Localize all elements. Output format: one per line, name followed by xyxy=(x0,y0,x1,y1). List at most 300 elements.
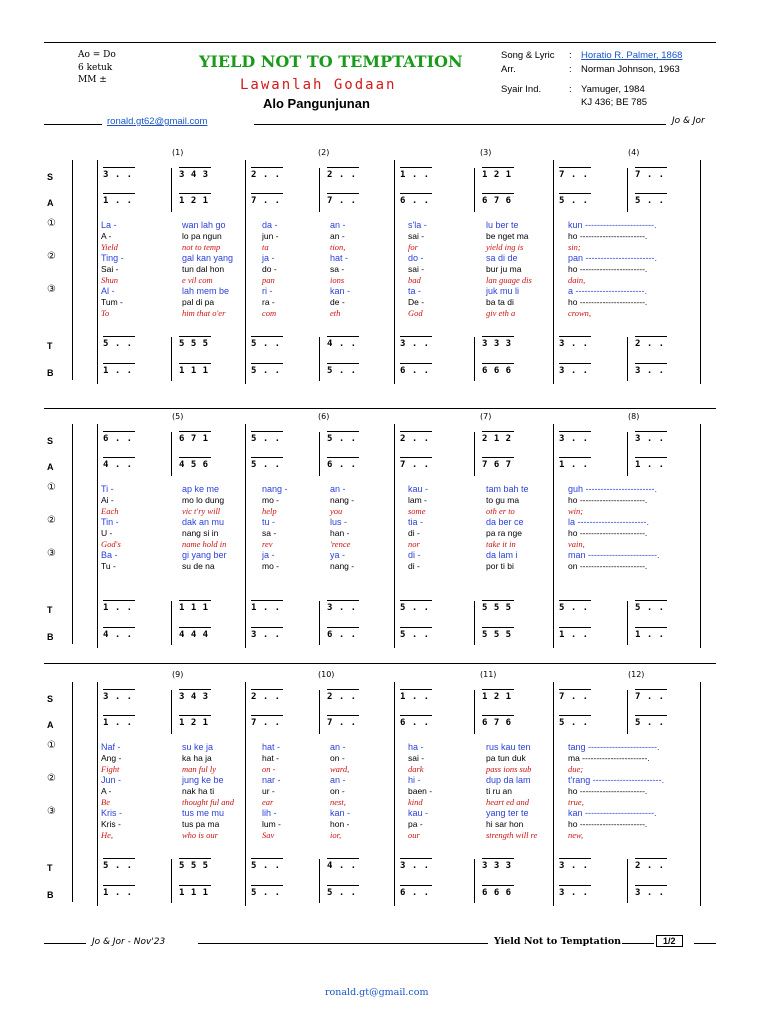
lyric-syllable: an - xyxy=(330,484,346,494)
lyric-syllable: ior, xyxy=(330,830,342,840)
barline xyxy=(553,160,554,384)
lyric-syllable: Each xyxy=(101,506,119,516)
email-rule-right xyxy=(254,124,666,125)
note-group-t: 1 1 1 xyxy=(179,603,209,613)
lyric-syllable: sa - xyxy=(262,528,277,538)
lyric-syllable: due; xyxy=(568,764,584,774)
lyric-syllable: kan - xyxy=(330,286,351,296)
beam-line xyxy=(103,600,135,601)
lyric-syllable: hon - xyxy=(330,819,350,829)
top-rule xyxy=(44,42,716,43)
lyric-syllable: da - xyxy=(262,220,278,230)
lyric-syllable: ho -----------------------. xyxy=(568,786,648,796)
lyric-syllable: on - xyxy=(330,786,345,796)
note-group-t: 5 . . xyxy=(559,603,589,613)
lyric-syllable: pa tun duk xyxy=(486,753,526,763)
part-label-a: A xyxy=(47,462,54,472)
beam-line xyxy=(251,193,283,194)
lyric-syllable: da lam i xyxy=(486,550,518,560)
lyric-syllable: thought ful and xyxy=(182,797,234,807)
note-group-a: 4 5 6 xyxy=(179,460,209,470)
part-label-s: S xyxy=(47,436,54,446)
lyric-syllable: baen - xyxy=(408,786,433,796)
note-group-t: 5 5 5 xyxy=(179,339,209,349)
lyric-syllable: kau - xyxy=(408,808,429,818)
beam-line xyxy=(103,689,135,690)
lyric-syllable: not to temp xyxy=(182,242,221,252)
beam-line xyxy=(251,715,283,716)
lyric-syllable: mo - xyxy=(262,561,279,571)
lyric-syllable: Tin - xyxy=(101,517,119,527)
beam-line xyxy=(327,627,359,628)
note-group-s: 2 . . xyxy=(251,692,281,702)
note-group-a: 6 7 6 xyxy=(482,196,512,206)
beam-line xyxy=(635,431,667,432)
lyric-syllable: take it in xyxy=(486,539,516,549)
lyric-syllable: Ai - xyxy=(101,495,114,505)
lyric-syllable: jung ke be xyxy=(182,775,224,785)
beam-line xyxy=(635,363,667,364)
lyric-syllable: ri - xyxy=(262,286,273,296)
beam-line xyxy=(635,457,667,458)
lyric-syllable: pan -----------------------. xyxy=(568,253,657,263)
lyric-syllable: new, xyxy=(568,830,584,840)
note-group-a: 1 2 1 xyxy=(179,718,209,728)
beam-line xyxy=(559,336,591,337)
beam-line xyxy=(635,858,667,859)
measure-number: (2) xyxy=(318,148,330,157)
note-group-a: 5 . . xyxy=(559,718,589,728)
beam-line xyxy=(559,600,591,601)
lyric-syllable: lih - xyxy=(262,808,277,818)
email-link[interactable]: ronald.gt62@gmail.com xyxy=(107,116,208,127)
note-group-b: 3 . . xyxy=(559,366,589,376)
note-group-b: 1 1 1 xyxy=(179,888,209,898)
lyric-syllable: sa - xyxy=(330,264,345,274)
beat-divider xyxy=(474,432,475,476)
lyric-syllable: ja - xyxy=(262,253,275,263)
beam-line xyxy=(482,885,514,886)
lyric-syllable: lus - xyxy=(330,517,348,527)
measure-number: (7) xyxy=(480,412,492,421)
beam-line xyxy=(179,431,211,432)
lyric-syllable: lum - xyxy=(262,819,281,829)
lyric-syllable: s'la - xyxy=(408,220,427,230)
lyric-syllable: ho -----------------------. xyxy=(568,495,648,505)
lyric-syllable: Ti - xyxy=(101,484,114,494)
beam-line xyxy=(179,336,211,337)
beat-divider xyxy=(319,690,320,734)
beam-line xyxy=(635,885,667,886)
lyric-syllable: han - xyxy=(330,528,350,538)
beam-line xyxy=(482,336,514,337)
note-group-s: 2 . . xyxy=(327,692,357,702)
note-group-a: 5 . . xyxy=(635,718,665,728)
measure-number: (3) xyxy=(480,148,492,157)
lyric-syllable: ta - xyxy=(408,286,422,296)
lyric-syllable: an - xyxy=(330,742,346,752)
lyric-syllable: ya - xyxy=(330,550,346,560)
beam-line xyxy=(103,431,135,432)
arr-label: Arr. xyxy=(501,64,516,75)
beam-line xyxy=(482,167,514,168)
meter: 6 ketuk xyxy=(78,63,113,73)
note-group-t: 5 . . xyxy=(251,861,281,871)
note-group-s: 2 . . xyxy=(251,170,281,180)
note-group-s: 2 . . xyxy=(327,170,357,180)
lyric-syllable: hat - xyxy=(262,753,280,763)
part-label-t: T xyxy=(47,863,53,873)
footer-title: Yield Not to Temptation xyxy=(494,936,622,947)
beat-divider xyxy=(171,601,172,645)
beam-line xyxy=(559,431,591,432)
barline xyxy=(394,682,395,906)
lyric-syllable: ta xyxy=(262,242,269,252)
note-group-t: 5 . . xyxy=(103,339,133,349)
note-group-b: 4 4 4 xyxy=(179,630,209,640)
system-brace xyxy=(72,424,73,644)
barline xyxy=(700,424,701,648)
measure-number: (8) xyxy=(628,412,640,421)
beam-line xyxy=(103,336,135,337)
lyric-syllable: He, xyxy=(101,830,114,840)
lyric-syllable: lah mem be xyxy=(182,286,230,296)
lyric-syllable: pa - xyxy=(408,819,423,829)
beam-line xyxy=(400,858,432,859)
lyric-syllable: ur - xyxy=(262,786,275,796)
beam-line xyxy=(251,627,283,628)
lyric-syllable: nar - xyxy=(262,775,281,785)
hymn-reference: KJ 436; BE 785 xyxy=(581,97,648,108)
beam-line xyxy=(327,715,359,716)
lyric-syllable: who is our xyxy=(182,830,218,840)
lyric-syllable: him that o'er xyxy=(182,308,226,318)
lyric-syllable: nak ha ti xyxy=(182,786,215,796)
lyric-syllable: ti ru an xyxy=(486,786,512,796)
beam-line xyxy=(327,600,359,601)
song-lyric-link[interactable]: Horatio R. Palmer, 1868 xyxy=(581,50,683,61)
lyric-syllable: su de na xyxy=(182,561,215,571)
system-separator xyxy=(44,663,716,664)
lyric-syllable: De - xyxy=(408,297,425,307)
note-group-a: 7 . . xyxy=(251,196,281,206)
lyric-syllable: God's xyxy=(101,539,121,549)
note-group-a: 1 . . xyxy=(103,718,133,728)
note-group-a: 7 . . xyxy=(327,718,357,728)
lyric-syllable: yang ter te xyxy=(486,808,529,818)
note-group-b: 5 . . xyxy=(327,366,357,376)
title-indonesian: Lawanlah Godaan xyxy=(240,77,397,93)
beam-line xyxy=(482,627,514,628)
lyric-syllable: guh -----------------------. xyxy=(568,484,657,494)
beam-line xyxy=(559,858,591,859)
note-group-t: 3 . . xyxy=(559,339,589,349)
title-english: YIELD NOT TO TEMPTATION xyxy=(199,52,463,71)
lyric-syllable: Fight xyxy=(101,764,120,774)
part-label-a: A xyxy=(47,198,54,208)
lyric-syllable: God xyxy=(408,308,423,318)
lyric-syllable: Kris - xyxy=(101,808,122,818)
note-group-t: 3 . . xyxy=(559,861,589,871)
lyric-syllable: vain, xyxy=(568,539,585,549)
beam-line xyxy=(559,627,591,628)
lyric-syllable: on -----------------------. xyxy=(568,561,648,571)
footer-rule-left xyxy=(44,943,86,944)
note-group-s: 6 7 1 xyxy=(179,434,209,444)
lyric-syllable: To xyxy=(101,308,110,318)
beam-line xyxy=(635,627,667,628)
beam-line xyxy=(179,689,211,690)
lyric-syllable: crown, xyxy=(568,308,592,318)
beam-line xyxy=(400,627,432,628)
beat-divider xyxy=(319,337,320,381)
barline xyxy=(394,424,395,648)
barline xyxy=(245,160,246,384)
lyric-syllable: su ke ja xyxy=(182,742,214,752)
beam-line xyxy=(327,167,359,168)
note-group-t: 5 5 5 xyxy=(482,603,512,613)
beam-line xyxy=(327,336,359,337)
beam-line xyxy=(400,457,432,458)
lyric-syllable: e vil com xyxy=(182,275,213,285)
lyric-syllable: tion, xyxy=(330,242,346,252)
lyric-syllable: dup da lam xyxy=(486,775,531,785)
lyric-syllable: lam - xyxy=(408,495,427,505)
lyric-syllable: to gu ma xyxy=(486,495,520,505)
lyric-syllable: ha - xyxy=(408,742,424,752)
lyric-syllable: tus me mu xyxy=(182,808,225,818)
lyric-syllable: bad xyxy=(408,275,421,285)
beam-line xyxy=(635,336,667,337)
note-group-a: 6 . . xyxy=(400,196,430,206)
verse-number-1: ① xyxy=(47,482,56,493)
note-group-a: 1 . . xyxy=(635,460,665,470)
beam-line xyxy=(400,167,432,168)
beam-line xyxy=(251,363,283,364)
part-label-b: B xyxy=(47,632,54,642)
lyric-syllable: U - xyxy=(101,528,113,538)
beam-line xyxy=(103,457,135,458)
note-group-s: 7 . . xyxy=(635,170,665,180)
lyric-syllable: sai - xyxy=(408,231,425,241)
lyric-syllable: tia - xyxy=(408,517,424,527)
lyric-syllable: nang - xyxy=(262,484,288,494)
lyric-syllable: kau - xyxy=(408,484,429,494)
beam-line xyxy=(179,193,211,194)
beam-line xyxy=(482,689,514,690)
lyric-syllable: nang si in xyxy=(182,528,219,538)
note-group-b: 5 . . xyxy=(400,630,430,640)
note-group-a: 1 . . xyxy=(103,196,133,206)
lyric-syllable: ho -----------------------. xyxy=(568,819,648,829)
beam-line xyxy=(559,193,591,194)
note-group-t: 2 . . xyxy=(635,861,665,871)
measure-number: (4) xyxy=(628,148,640,157)
beam-line xyxy=(103,715,135,716)
note-group-b: 3 . . xyxy=(635,366,665,376)
note-group-b: 1 . . xyxy=(103,888,133,898)
note-group-a: 1 2 1 xyxy=(179,196,209,206)
lyric-syllable: di - xyxy=(408,528,420,538)
note-group-b: 1 . . xyxy=(635,630,665,640)
beam-line xyxy=(179,457,211,458)
beam-line xyxy=(103,167,135,168)
note-group-t: 3 . . xyxy=(327,603,357,613)
lyric-syllable: bur ju ma xyxy=(486,264,522,274)
lyric-syllable: da ber ce xyxy=(486,517,524,527)
lyric-syllable: sa di de xyxy=(486,253,518,263)
lyric-syllable: a -----------------------. xyxy=(568,286,647,296)
beat-divider xyxy=(474,690,475,734)
note-group-b: 5 . . xyxy=(327,888,357,898)
lyric-syllable: ja - xyxy=(262,550,275,560)
lyric-syllable: com xyxy=(262,308,277,318)
note-group-a: 7 . . xyxy=(327,196,357,206)
lyric-syllable: sai - xyxy=(408,753,425,763)
note-group-s: 5 . . xyxy=(251,434,281,444)
lyric-syllable: ear xyxy=(262,797,274,807)
lyric-syllable: sai - xyxy=(408,264,425,274)
beat-divider xyxy=(319,432,320,476)
note-group-t: 2 . . xyxy=(635,339,665,349)
note-group-s: 1 . . xyxy=(400,692,430,702)
beam-line xyxy=(559,363,591,364)
part-label-t: T xyxy=(47,605,53,615)
beam-line xyxy=(635,193,667,194)
beat-divider xyxy=(319,859,320,903)
lyric-syllable: ka ha ja xyxy=(182,753,212,763)
lyric-syllable: do - xyxy=(262,264,277,274)
beam-line xyxy=(400,689,432,690)
lyric-syllable: dak an mu xyxy=(182,517,225,527)
beat-divider xyxy=(171,859,172,903)
lyric-syllable: Yield xyxy=(101,242,118,252)
note-group-b: 1 1 1 xyxy=(179,366,209,376)
beam-line xyxy=(179,885,211,886)
note-group-b: 1 . . xyxy=(559,630,589,640)
lyric-syllable: ions xyxy=(330,275,345,285)
note-group-t: 5 5 5 xyxy=(179,861,209,871)
lyric-syllable: man ful ly xyxy=(182,764,216,774)
note-group-t: 3 . . xyxy=(400,861,430,871)
lyric-syllable: on - xyxy=(330,753,345,763)
lyric-syllable: an - xyxy=(330,220,346,230)
beam-line xyxy=(327,363,359,364)
beam-line xyxy=(559,167,591,168)
note-group-s: 1 2 1 xyxy=(482,692,512,702)
beat-divider xyxy=(171,432,172,476)
lyric-syllable: A - xyxy=(101,786,112,796)
note-group-a: 5 . . xyxy=(559,196,589,206)
lyric-syllable: ap ke me xyxy=(182,484,220,494)
note-group-a: 6 7 6 xyxy=(482,718,512,728)
footer-rule-mid xyxy=(198,943,488,944)
beam-line xyxy=(635,167,667,168)
barline xyxy=(245,424,246,648)
beam-line xyxy=(251,457,283,458)
beam-line xyxy=(251,689,283,690)
beam-line xyxy=(482,193,514,194)
lyric-syllable: Shun xyxy=(101,275,118,285)
verse-number-3: ③ xyxy=(47,548,56,559)
beat-divider xyxy=(627,690,628,734)
syair-label: Syair Ind. xyxy=(501,84,542,95)
note-group-a: 5 . . xyxy=(635,196,665,206)
lyric-syllable: Sav xyxy=(262,830,275,840)
lyric-syllable: yield ing is xyxy=(486,242,524,252)
syair-value: Yamuger, 1984 xyxy=(581,84,645,95)
lyric-syllable: you xyxy=(330,506,343,516)
note-group-b: 6 6 6 xyxy=(482,888,512,898)
lyric-syllable: di - xyxy=(408,561,420,571)
lyric-syllable: lo pa ngun xyxy=(182,231,222,241)
note-group-s: 7 . . xyxy=(559,692,589,702)
beam-line xyxy=(400,885,432,886)
lyric-syllable: ho -----------------------. xyxy=(568,297,648,307)
beat-divider xyxy=(474,601,475,645)
lyric-syllable: hi sar hon xyxy=(486,819,524,829)
lyric-syllable: nest, xyxy=(330,797,346,807)
lyric-syllable: kan - xyxy=(330,808,351,818)
part-label-b: B xyxy=(47,890,54,900)
note-group-s: 1 2 1 xyxy=(482,170,512,180)
lyric-syllable: nang - xyxy=(330,561,355,571)
note-group-t: 1 . . xyxy=(251,603,281,613)
lyric-syllable: wan lah go xyxy=(182,220,226,230)
lyric-syllable: hi - xyxy=(408,775,421,785)
lyric-syllable: vic t'ry will xyxy=(182,506,221,516)
footer-email[interactable]: ronald.gt@gmail.com xyxy=(325,987,429,998)
lyric-syllable: sin; xyxy=(568,242,581,252)
note-group-t: 4 . . xyxy=(327,339,357,349)
beam-line xyxy=(251,600,283,601)
beam-line xyxy=(251,885,283,886)
measure-number: (11) xyxy=(480,670,497,679)
lyric-syllable: la -----------------------. xyxy=(568,517,649,527)
lyric-syllable: tu - xyxy=(262,517,276,527)
barline xyxy=(394,160,395,384)
beam-line xyxy=(559,885,591,886)
system-separator xyxy=(44,408,716,409)
note-group-t: 3 3 3 xyxy=(482,339,512,349)
part-label-s: S xyxy=(47,694,54,704)
lyric-syllable: dain, xyxy=(568,275,586,285)
beat-divider xyxy=(627,601,628,645)
verse-number-2: ② xyxy=(47,515,56,526)
lyric-syllable: man -----------------------. xyxy=(568,550,660,560)
barline xyxy=(97,424,98,648)
lyric-syllable: kind xyxy=(408,797,423,807)
beam-line xyxy=(400,363,432,364)
lyric-syllable: lu ber te xyxy=(486,220,519,230)
barline xyxy=(700,682,701,906)
lyric-syllable: lan guage dis xyxy=(486,275,532,285)
lyric-syllable: Be xyxy=(101,797,110,807)
measure-number: (5) xyxy=(172,412,184,421)
beam-line xyxy=(179,363,211,364)
lyric-syllable: Al - xyxy=(101,286,115,296)
arr-value: Norman Johnson, 1963 xyxy=(581,64,680,75)
beam-line xyxy=(482,431,514,432)
footer-rule-end xyxy=(694,943,716,944)
note-group-t: 4 . . xyxy=(327,861,357,871)
note-group-t: 3 3 3 xyxy=(482,861,512,871)
note-group-b: 5 . . xyxy=(251,366,281,376)
lyric-syllable: pan xyxy=(262,275,275,285)
beam-line xyxy=(400,715,432,716)
song-lyric-label: Song & Lyric xyxy=(501,50,555,61)
barline xyxy=(245,682,246,906)
